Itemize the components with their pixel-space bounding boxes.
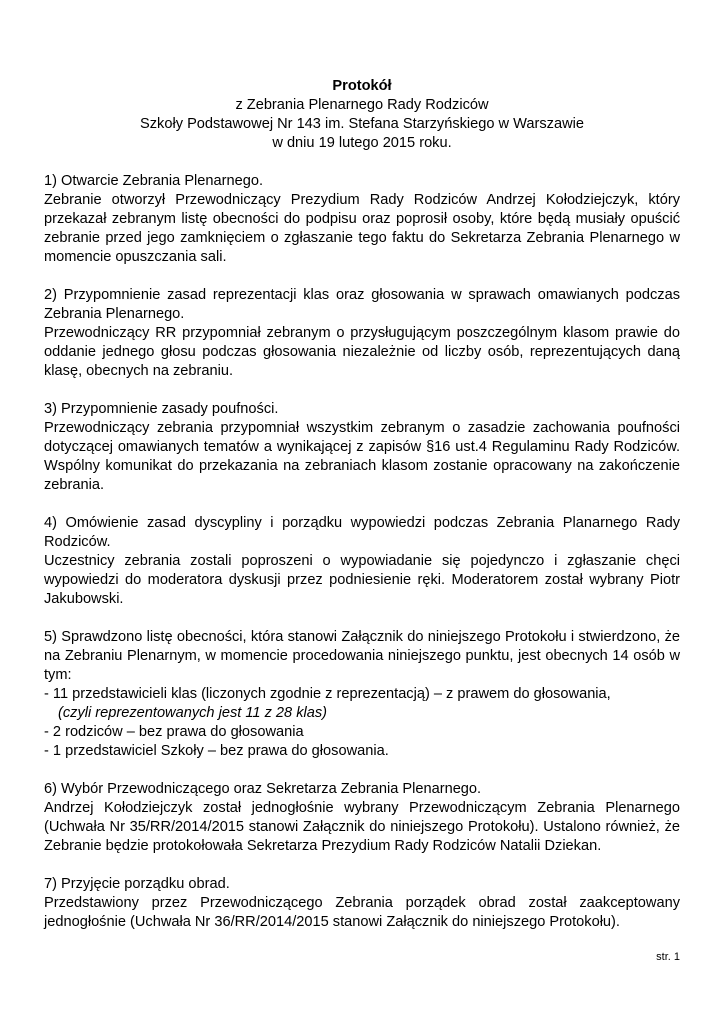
section-2 <box>44 286 680 381</box>
list-item: - 2 rodziców – bez prawa do głosowania <box>44 724 304 740</box>
section-paragraph: Andrzej Kołodziejczyk został jednogłośnie wybrany Przewodniczącym Zebrania Plenarnego (Uchwała Nr 35/RR/2014/2015 stanowi Załącznik do niniejszego Protokołu). Ustalono również, że Zebranie będzie protokołowała Sekretarza Prezydium Rady Rodziców Natalii Dziekan. <box>44 800 680 854</box>
section-heading: 5) Sprawdzono listę obecności, która stanowi Załącznik do niniejszego Protokołu i stwierdzono, że na Zebraniu Plenarnym, w momencie procedowania niniejszego punktu, jest obecnych 14 osób w tym: <box>44 629 680 683</box>
document-header <box>44 77 680 153</box>
list-item-note: (czyli reprezentowanych jest 11 z 28 klas) <box>58 705 328 721</box>
list-item: - 11 przedstawicieli klas (liczonych zgodnie z reprezentacją) – z prawem do głosowania, <box>44 686 611 702</box>
section-heading: 7) Przyjęcie porządku obrad. <box>44 876 230 892</box>
section-paragraph: Uczestnicy zebrania zostali poproszeni o wypowiadanie się pojedynczo i zgłaszanie chęci wypowiedzi do moderatora dyskusji przez podniesienie ręki. Moderatorem został wybrany Piotr Jakubowski. <box>44 553 680 607</box>
section-4 <box>44 514 680 609</box>
attendance-list <box>44 685 680 761</box>
section-7 <box>44 875 680 932</box>
section-heading: 6) Wybór Przewodniczącego oraz Sekretarza Zebrania Plenarnego. <box>44 781 482 797</box>
document-page <box>44 77 680 951</box>
section-paragraph: Przewodniczący zebrania przypomniał wszystkim zebranym o zasadzie zachowania poufności dotyczącej omawianych tematów a wynikającej z zapisów §16 ust.4 Regulaminu Rady Rodziców. Wspólny komunikat do przekazania na zebraniach klasom zostanie opracowany na zakończenie zebrania. <box>44 420 680 493</box>
section-heading: 2) Przypomnienie zasad reprezentacji klas oraz głosowania w sprawach omawianych podczas Zebrania Plenarnego. <box>44 287 680 322</box>
list-item: - 1 przedstawiciel Szkoły – bez prawa do głosowania. <box>44 743 389 759</box>
section-paragraph: Przewodniczący RR przypomniał zebranym o przysługującym poszczególnym klasom prawie do oddanie jednego głosu podczas głosowania niezależnie od liczby osób, reprezentujących daną klasę, obecnych na zebraniu. <box>44 325 680 379</box>
header-line-date: w dniu 19 lutego 2015 roku. <box>272 135 452 151</box>
section-heading: 3) Przypomnienie zasady poufności. <box>44 401 279 417</box>
header-line-school: Szkoły Podstawowej Nr 143 im. Stefana Starzyńskiego w Warszawie <box>140 116 584 132</box>
section-3 <box>44 400 680 495</box>
section-6 <box>44 780 680 856</box>
section-paragraph: Przedstawiony przez Przewodniczącego Zebrania porządek obrad został zaakceptowany jednogłośnie (Uchwała Nr 36/RR/2014/2015 stanowi Załącznik do niniejszego Protokołu). <box>44 895 680 930</box>
section-paragraph: Zebranie otworzył Przewodniczący Prezydium Rady Rodziców Andrzej Kołodziejczyk, który przekazał zebranym listę obecności do podpisu oraz poprosił osoby, które będą musiały opuścić zebranie przed jego zamknięciem o zgłaszanie tego faktu do Sekretarza Zebrania Plenarnego w momencie opuszczania sali. <box>44 192 680 265</box>
page-number: str. 1 <box>656 951 680 963</box>
header-line-meeting: z Zebrania Plenarnego Rady Rodziców <box>235 97 489 113</box>
document-title: Protokół <box>332 78 392 94</box>
section-1 <box>44 172 680 267</box>
section-heading: 4) Omówienie zasad dyscypliny i porządku wypowiedzi podczas Zebrania Planarnego Rady Rodziców. <box>44 515 680 550</box>
section-5 <box>44 628 680 761</box>
section-heading: 1) Otwarcie Zebrania Plenarnego. <box>44 173 264 189</box>
